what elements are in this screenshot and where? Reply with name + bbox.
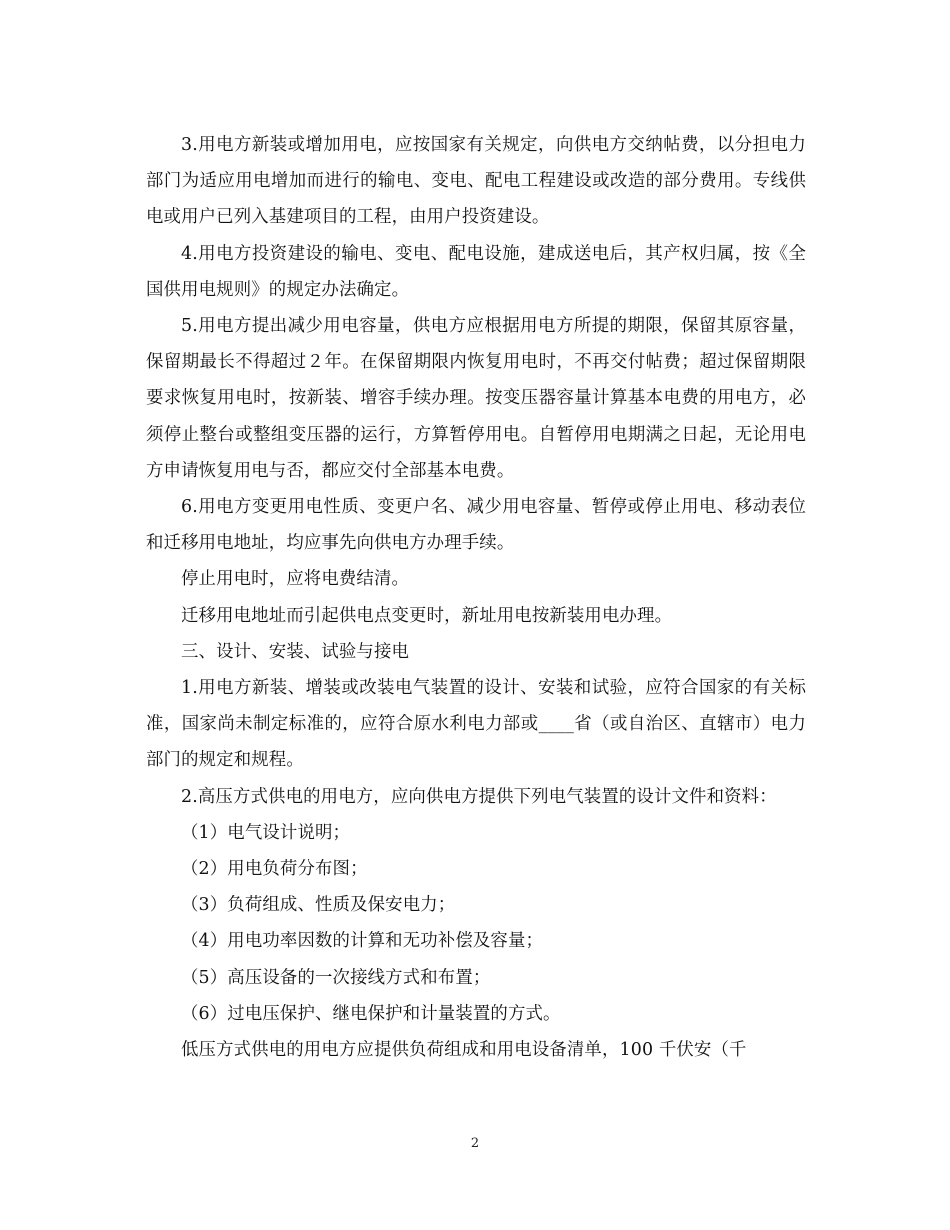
list-item: （6）过电压保护、继电保护和计量装置的方式。 <box>181 1003 561 1024</box>
paragraph-clause-5: 5.用电方提出减少用电容量，供电方应根据用电方所提的期限，保留其原容量，保留期最长不得超过２年。在保留期限内恢复用电时，不再交付帖费；超过保留期限要求恢复用电时，按新装、增容手续办理。按变压器容量计算基本电费的用电方，必须停止整台或整组变压器的运行，方算暂停用电。自暂停用电期满之日起，无论用电方申请恢复用电与否，都应交付全部基本电费。 <box>146 316 806 481</box>
paragraph-low-voltage: 低压方式供电的用电方应提供负荷组成和用电设备清单，100 千伏安（千 <box>181 1040 747 1061</box>
paragraph-design-clause-1: 1.用电方新装、增装或改装电气装置的设计、安装和试验，应符合国家的有关标准，国家尚未制定标准的，应符合原水利电力部或____省（或自治区、直辖市）电力部门的规定和规程。 <box>146 678 806 771</box>
list-item: （2）用电负荷分布图； <box>181 859 368 880</box>
page-number: 2 <box>470 1136 480 1151</box>
list-item: （3）负荷组成、性质及保安电力； <box>181 895 456 916</box>
paragraph-clause-4: 4.用电方投资建设的输电、变电、配电设施，建成送电后，其产权归属，按《全国供用电规则》的规定办法确定。 <box>146 243 806 300</box>
paragraph-relocation: 迁移用电地址而引起供电点变更时，新址用电按新装用电办理。 <box>181 605 673 626</box>
list-item: （5）高压设备的一次接线方式和布置； <box>181 967 491 988</box>
paragraph-clause-3: 3.用电方新装或增加用电，应按国家有关规定，向供电方交纳帖费，以分担电力部门为适应用电增加而进行的输电、变电、配电工程建设或改造的部分费用。专线供电或用户已列入基建项目的工程，由用户投资建设。 <box>146 135 806 228</box>
section-heading-design-install: 三、设计、安装、试验与接电 <box>181 641 410 662</box>
list-item: （4）用电功率因数的计算和无功补偿及容量； <box>181 931 544 952</box>
paragraph-stop-usage: 停止用电时，应将电费结清。 <box>181 569 410 590</box>
document-body <box>146 127 806 1068</box>
list-item: （1）电气设计说明； <box>181 822 351 843</box>
paragraph-clause-6: 6.用电方变更用电性质、变更户名、减少用电容量、暂停或停止用电、移动表位和迁移用电地址，均应事先向供电方办理手续。 <box>146 497 806 554</box>
paragraph-design-clause-2: 2.高压方式供电的用电方，应向供电方提供下列电气装置的设计文件和资料： <box>181 786 777 807</box>
